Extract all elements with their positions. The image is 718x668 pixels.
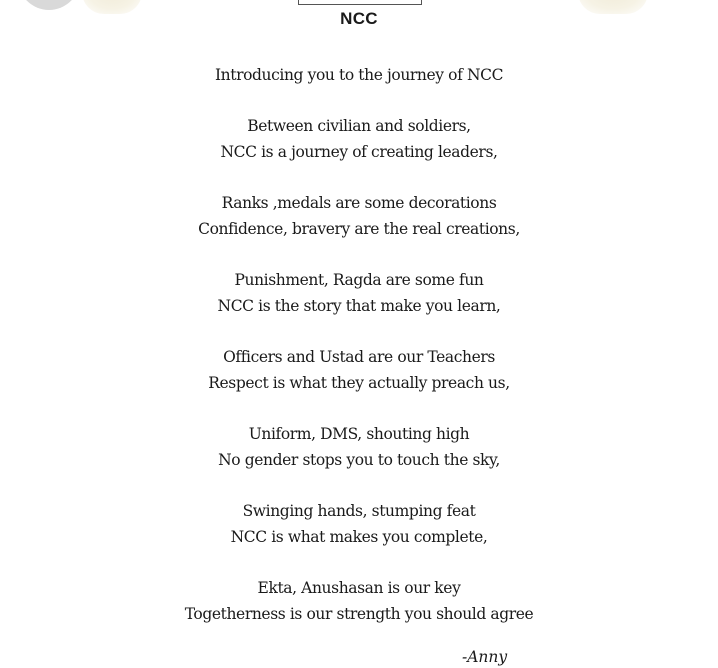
poem-line: Uniform, DMS, shouting high — [248, 425, 470, 443]
poem-line: Ranks ,medals are some decorations — [221, 194, 497, 212]
stanza — [0, 62, 718, 88]
title-frame — [298, 0, 422, 5]
poem-line: Ekta, Anushasan is our key — [257, 579, 461, 597]
stanza — [0, 421, 718, 473]
stanza — [0, 498, 718, 550]
stanza — [0, 190, 718, 242]
poem-line: No gender stops you to touch the sky, — [218, 451, 500, 469]
stanza — [0, 113, 718, 165]
stanza — [0, 575, 718, 627]
poem-line: NCC is what makes you complete, — [230, 528, 488, 546]
poem-line: NCC is a journey of creating leaders, — [220, 143, 498, 161]
poem-author: -Anny — [462, 648, 508, 666]
poem-line: Swinging hands, stumping feat — [242, 502, 476, 520]
poem-line: Punishment, Ragda are some fun — [234, 271, 484, 289]
poem-line: NCC is the story that make you learn, — [217, 297, 501, 315]
poem-body — [0, 62, 718, 652]
poem-line: Introducing you to the journey of NCC — [214, 66, 504, 84]
poem-line: Officers and Ustad are our Teachers — [223, 348, 495, 366]
poem-line: Confidence, bravery are the real creations, — [198, 220, 520, 238]
stanza — [0, 344, 718, 396]
poem-line: Respect is what they actually preach us, — [208, 374, 510, 392]
stanza — [0, 267, 718, 319]
poem-line: Between civilian and soldiers, — [247, 117, 471, 135]
poem-title: NCC — [340, 9, 378, 28]
poem-line: Togetherness is our strength you should agree — [184, 605, 534, 623]
